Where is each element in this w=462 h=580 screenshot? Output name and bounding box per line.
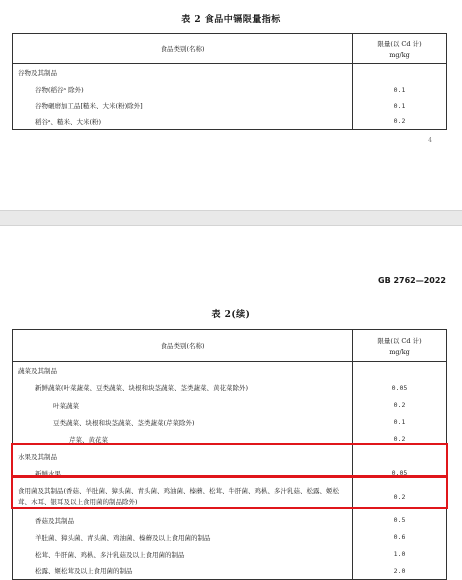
- row-value: 2.0: [353, 563, 447, 580]
- row-category: 香菇及其制品: [13, 512, 353, 529]
- row-value: 0.2: [353, 431, 447, 448]
- row-category: 羊肚菌、獐头菌、青头菌、鸡油菌、榛蘑及以上食用菌的制品: [13, 529, 353, 546]
- row-category: 水果及其制品: [13, 448, 353, 465]
- header-limit-unit: mg/kg: [389, 50, 410, 59]
- table-row: [13, 414, 447, 431]
- table-title-continued: 表 2(续): [211, 310, 251, 320]
- row-value: 1.0: [353, 546, 447, 563]
- document-page-1: [0, 0, 462, 210]
- row-category: 芹菜、黄花菜: [13, 431, 353, 448]
- header-limit-label: 限量(以 Cd 计): [377, 39, 422, 48]
- row-category: 豆类蔬菜、块根和块茎蔬菜、茎类蔬菜(芹菜除外): [13, 414, 353, 431]
- table-row: [13, 114, 447, 130]
- row-category: 松露、姬松茸及以上食用菌的制品: [13, 563, 353, 580]
- header-limit: [353, 34, 447, 64]
- row-value: 0.2: [353, 114, 447, 130]
- header-limit-unit: mg/kg: [389, 347, 410, 356]
- row-value: [353, 362, 447, 379]
- row-category: 谷物(稻谷ᵃ 除外): [13, 82, 353, 98]
- row-value: 0.05: [353, 465, 447, 482]
- row-value: 0.1: [353, 82, 447, 98]
- row-category: 稻谷ᵃ、糙米、大米(粉): [13, 114, 353, 130]
- row-category: 蔬菜及其制品: [13, 362, 353, 379]
- header-limit-label: 限量(以 Cd 计): [377, 336, 422, 345]
- row-category: 新鲜蔬菜(叶菜蔬菜、豆类蔬菜、块根和块茎蔬菜、茎类蔬菜、黄花菜除外): [13, 379, 353, 397]
- row-value: 0.5: [353, 512, 447, 529]
- table-row: [13, 98, 447, 114]
- row-value: 0.2: [353, 482, 447, 512]
- row-value: [353, 64, 447, 82]
- row-category: 食用菌及其制品(香菇、羊肚菌、獐头菌、青头菌、鸡油菌、榛蘑、松茸、牛肝菌、鸡枞、多汁乳菇、松露、姬松茸、木耳、银耳及以上食用菌的制品除外): [13, 482, 353, 512]
- table-row: [13, 397, 447, 414]
- document-page-2: [0, 226, 462, 576]
- row-category: 新鲜水果: [13, 465, 353, 482]
- table-row: [13, 82, 447, 98]
- cadmium-limit-table: [12, 33, 447, 130]
- row-category: 松茸、牛肝菌、鸡枞、多汁乳菇及以上食用菌的制品: [13, 546, 353, 563]
- row-value: 0.05: [353, 379, 447, 397]
- table-row: [13, 64, 447, 82]
- header-category: 食品类别(名称): [13, 34, 353, 64]
- row-value: 0.1: [353, 414, 447, 431]
- table-row: [13, 379, 447, 397]
- table-row: [13, 512, 447, 529]
- highlight-box-fruit: [11, 443, 448, 477]
- row-category: 谷物碾磨加工品[糙米、大米(粉)除外]: [13, 98, 353, 114]
- table-row: [13, 529, 447, 546]
- row-category: 谷物及其制品: [13, 64, 353, 82]
- page-number: 4: [428, 137, 432, 144]
- table-row: [13, 546, 447, 563]
- table-row: [13, 362, 447, 379]
- row-category: 叶菜蔬菜: [13, 397, 353, 414]
- table-row: [13, 563, 447, 580]
- row-value: 0.2: [353, 397, 447, 414]
- row-value: 0.1: [353, 98, 447, 114]
- header-category: 食品类别(名称): [13, 330, 353, 362]
- table-title: 表 2 食品中镉限量指标: [181, 15, 281, 25]
- row-value: 0.6: [353, 529, 447, 546]
- standard-number: GB 2762—2022: [378, 276, 446, 285]
- header-limit: [353, 330, 447, 362]
- highlight-box-mushroom: [11, 476, 448, 509]
- page-separator: [0, 210, 462, 226]
